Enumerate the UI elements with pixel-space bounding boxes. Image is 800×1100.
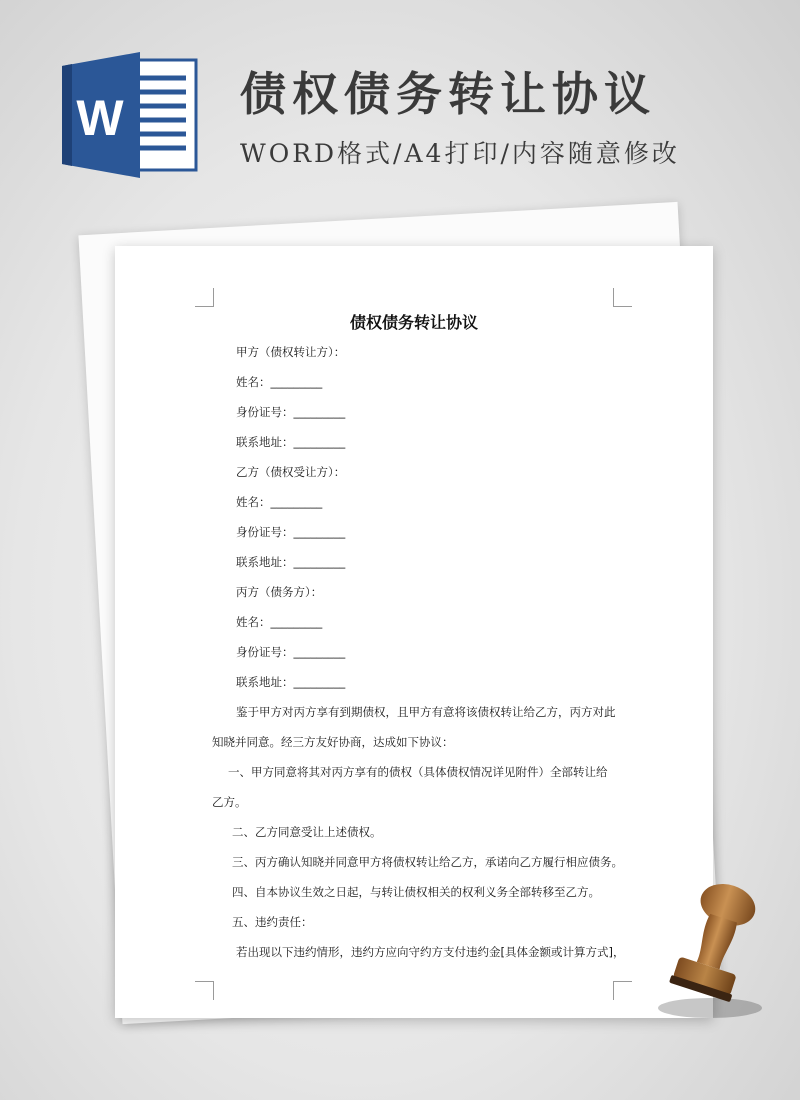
party-b-id: 身份证号：_________ bbox=[236, 525, 346, 539]
preamble-line-1: 鉴于甲方对丙方享有到期债权，且甲方有意将该债权转让给乙方，丙方对此 bbox=[236, 705, 616, 719]
banner bbox=[0, 0, 800, 200]
word-document-icon bbox=[62, 52, 198, 178]
clause-1-line-2: 乙方。 bbox=[212, 795, 247, 809]
party-b-address: 联系地址：_________ bbox=[236, 555, 346, 569]
crop-mark-top-left bbox=[195, 288, 214, 307]
party-c-address: 联系地址：_________ bbox=[236, 675, 346, 689]
crop-mark-bottom-left bbox=[195, 981, 214, 1000]
word-logo-letter: W bbox=[76, 90, 124, 146]
clause-2: 二、乙方同意受让上述债权。 bbox=[232, 825, 382, 839]
party-a-address: 联系地址：_________ bbox=[236, 435, 346, 449]
rubber-stamp-icon bbox=[640, 880, 770, 1030]
clause-5-line-1: 若出现以下违约情形，违约方应向守约方支付违约金[具体金额或计算方式]， bbox=[236, 945, 625, 959]
banner-title: 债权债务转让协议 bbox=[240, 67, 656, 121]
clause-3: 三、丙方确认知晓并同意甲方将债权转让给乙方，承诺向乙方履行相应债务。 bbox=[232, 855, 623, 869]
party-b-heading: 乙方（债权受让方）： bbox=[236, 465, 346, 479]
document-title: 债权债务转让协议 bbox=[349, 313, 478, 332]
crop-mark-top-right bbox=[613, 288, 632, 307]
party-c-heading: 丙方（债务方）： bbox=[236, 585, 323, 599]
party-a-name: 姓名：_________ bbox=[236, 375, 323, 389]
party-b-name: 姓名：_________ bbox=[236, 495, 323, 509]
clause-4: 四、自本协议生效之日起，与转让债权相关的权利义务全部转移至乙方。 bbox=[232, 885, 600, 899]
party-a-id: 身份证号：_________ bbox=[236, 405, 346, 419]
document-page bbox=[115, 246, 713, 1018]
crop-mark-bottom-right bbox=[613, 981, 632, 1000]
banner-subtitle: WORD格式/A4打印/内容随意修改 bbox=[240, 139, 680, 168]
party-c-id: 身份证号：_________ bbox=[236, 645, 346, 659]
preamble-line-2: 知晓并同意。经三方友好协商，达成如下协议： bbox=[212, 735, 454, 749]
party-c-name: 姓名：_________ bbox=[236, 615, 323, 629]
clause-1-line-1: 一、甲方同意将其对丙方享有的债权（具体债权情况详见附件）全部转让给 bbox=[228, 765, 608, 779]
party-a-heading: 甲方（债权转让方）： bbox=[236, 345, 346, 359]
clause-5-heading: 五、违约责任： bbox=[232, 915, 313, 929]
